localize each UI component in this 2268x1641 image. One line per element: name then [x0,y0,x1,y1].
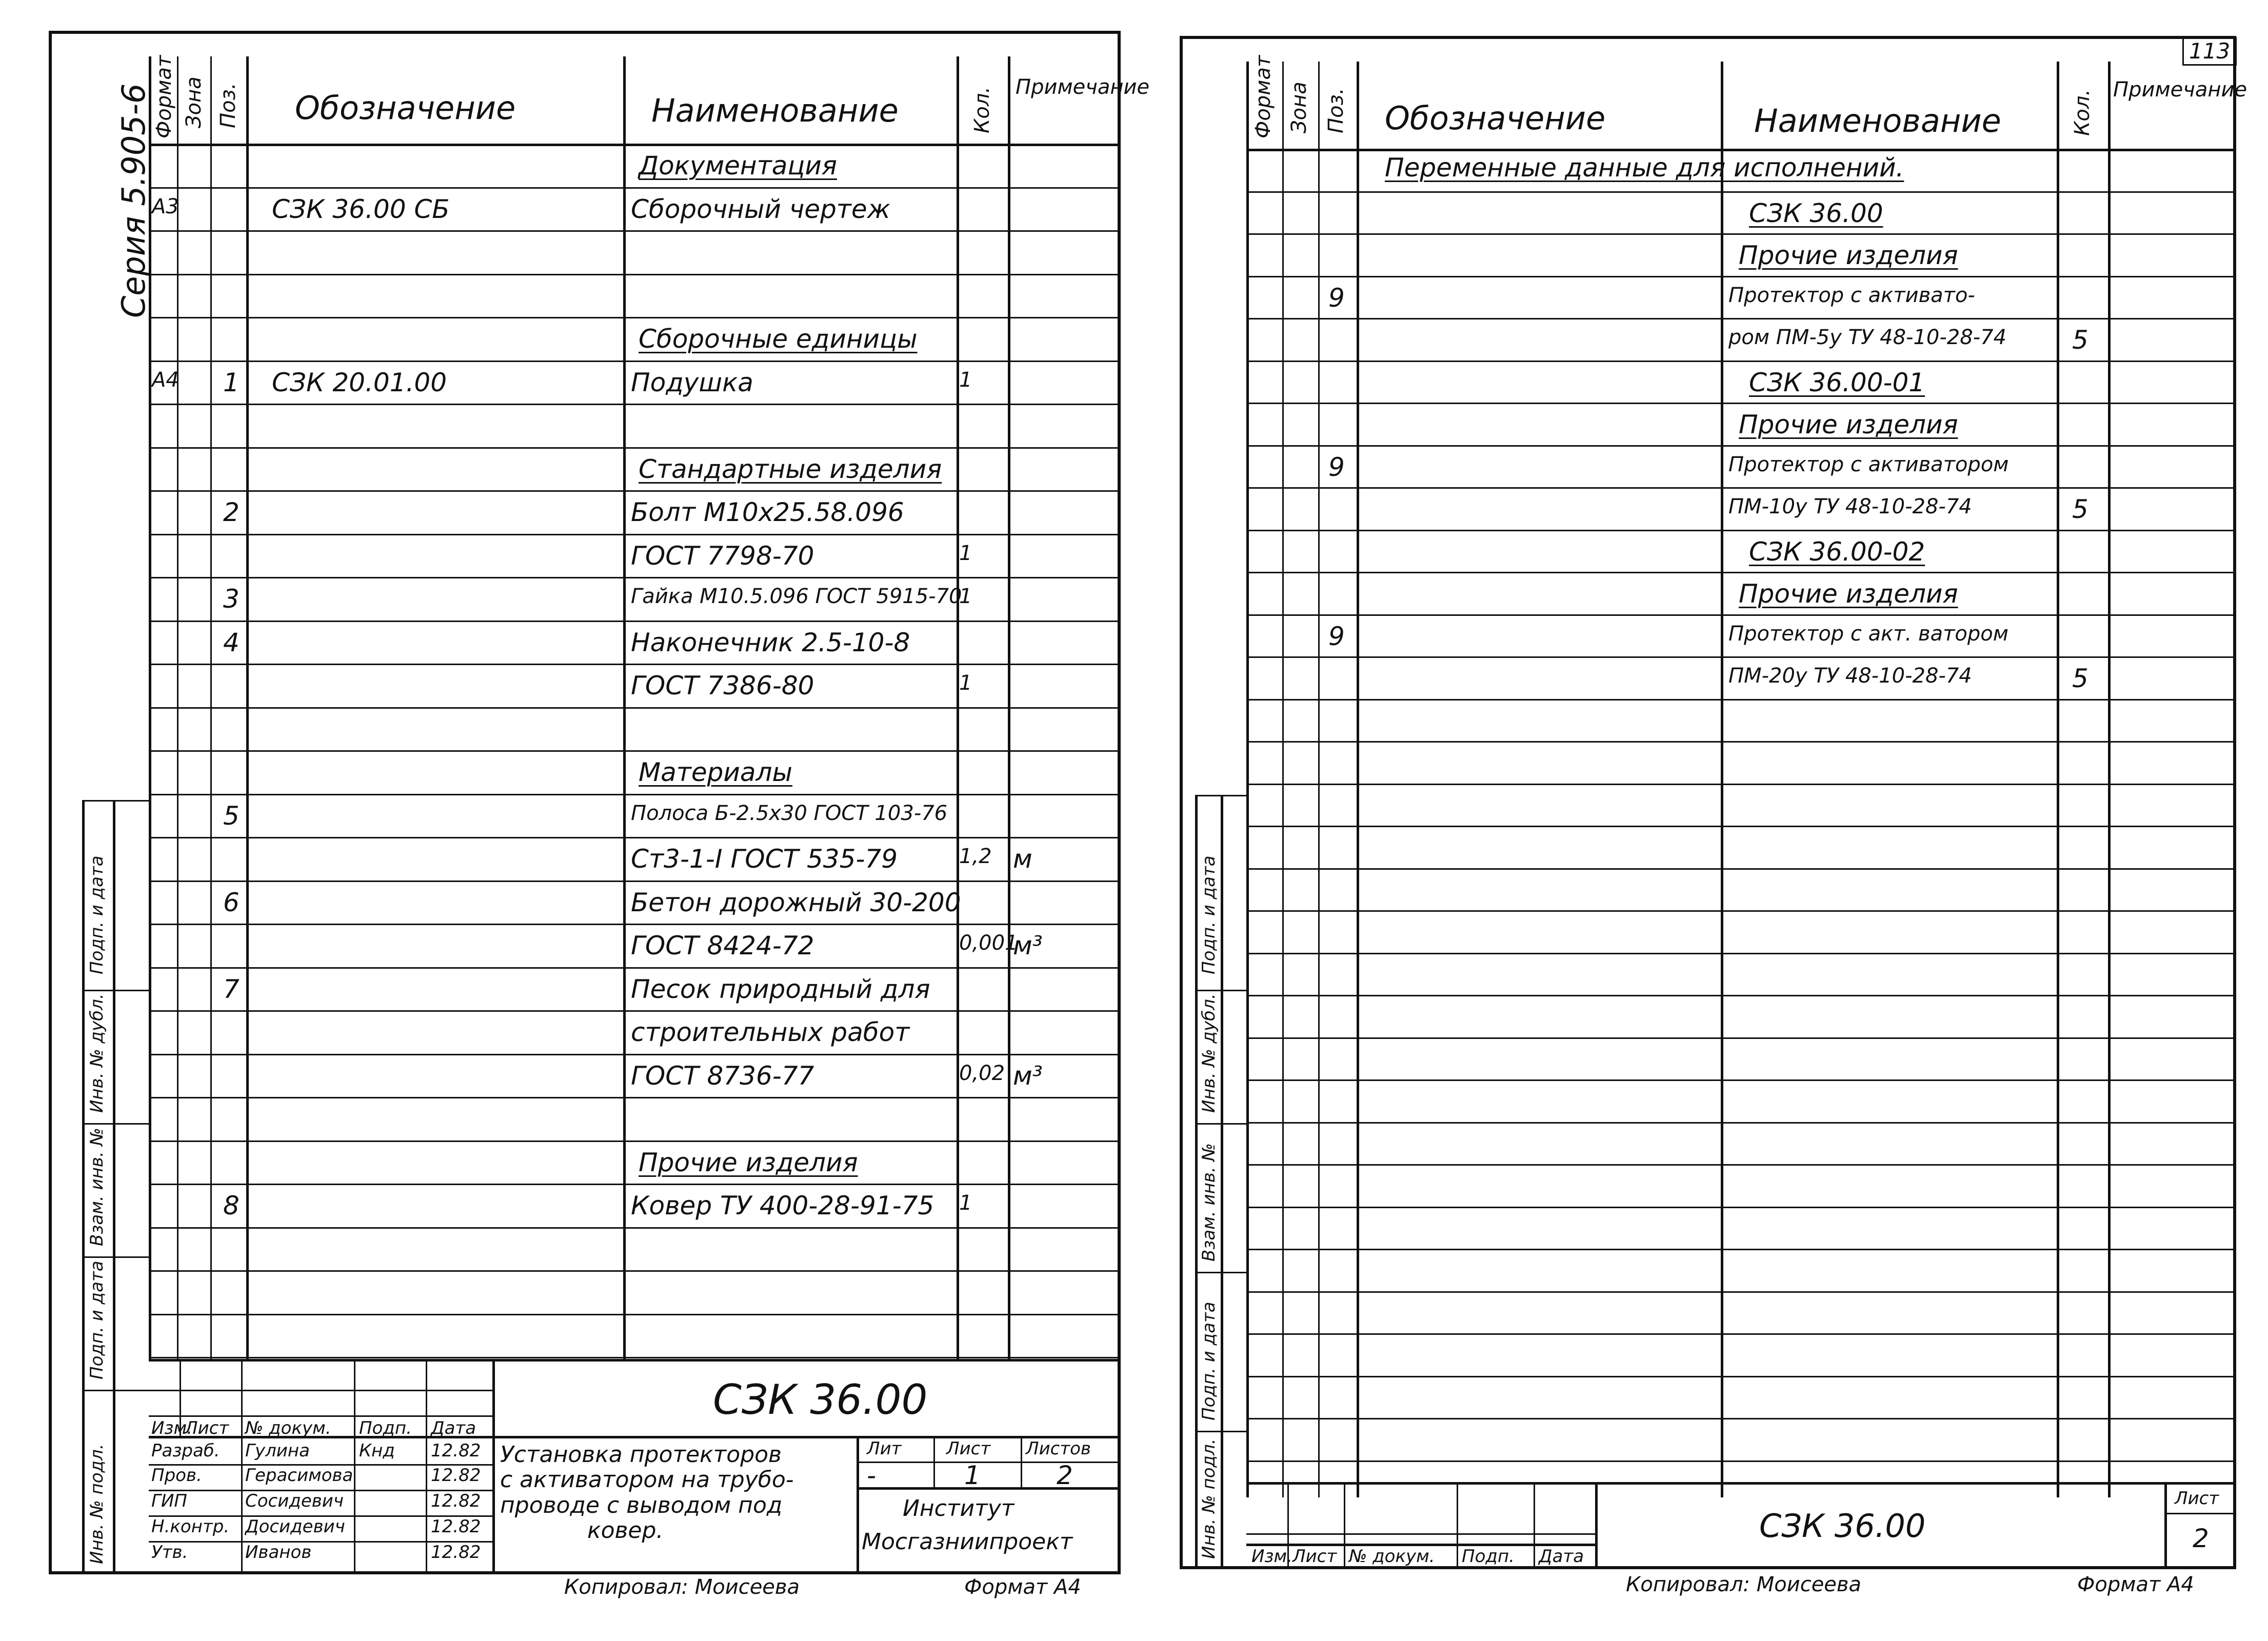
person-name: Герасимова [245,1465,353,1486]
side-label: Подп. и дата [1199,1302,1219,1420]
variant-section: Прочие изделия [1739,579,1958,609]
row-line [149,1357,1121,1358]
row-line [1246,233,2236,235]
side-strip [113,800,115,1574]
row-line [1246,1122,2236,1124]
side-label: Подп. и дата [1199,855,1219,974]
tb-h-doc: № докум. [245,1418,331,1438]
header-format: Формат [1251,55,1275,138]
row-name: Наконечник 2.5-10-8 [631,628,910,657]
side-label: Взам. инв. № [87,1128,107,1246]
row-name: Песок природный для [631,974,930,1004]
row-line [1246,1037,2236,1039]
side-strip [1221,795,1223,1569]
variant-line1: Протектор с активатором [1728,453,2009,476]
variant-section: Прочие изделия [1739,241,1958,270]
variant-pos: 9 [1328,452,1345,482]
side-strip [82,800,85,1574]
variant-code: СЗК 36.00-02 [1749,537,1925,567]
variable-title: Переменные данные для исполнений. [1385,153,1904,183]
tb-sheet: 1 [964,1460,981,1490]
row-line [149,274,1121,275]
row-pos: 1 [223,368,240,397]
row-line [1246,445,2236,447]
tb-code: СЗК 36.00 [713,1376,928,1424]
tb-top [1246,1482,2236,1485]
tb-line [149,1415,492,1417]
row-qty: 1 [959,1191,972,1215]
row-line [149,837,1121,838]
row-line [1246,318,2236,319]
person-date: 12.82 [431,1516,481,1537]
tb-h-sign: Подп. [1462,1546,1515,1567]
person-name: Сосидевич [245,1491,344,1511]
header-pos: Поз. [216,83,240,128]
row-name: Сборочный чертеж [631,194,890,224]
tb-line [857,1436,859,1574]
row-line [149,490,1121,492]
tb-line [354,1359,355,1574]
row-name: ГОСТ 7798-70 [631,541,814,571]
footer-format: Формат А4 [2077,1573,2194,1596]
right-sheet [1180,36,2247,1569]
tb-line [857,1487,1121,1490]
tb-line [857,1462,1121,1463]
tb-line [1344,1482,1345,1569]
header-note: Примечание [2113,78,2247,102]
person-name: Досидевич [245,1516,345,1537]
row-pos: 8 [223,1191,240,1220]
row-name: Ст3-1-I ГОСТ 535-79 [631,844,898,874]
variant-qty: 5 [2072,494,2088,524]
side-line [1195,1431,1246,1432]
row-line [149,230,1121,232]
row-line [149,664,1121,665]
tb-lit-label: Лит [867,1438,902,1459]
row-line [149,1184,1121,1185]
section-heading: Стандартные изделия [639,454,942,484]
person-role: Утв. [151,1542,188,1563]
footer-copy: Копировал: Моисеева [1626,1573,1862,1596]
row-qty: 1 [959,542,972,565]
row-line [149,707,1121,709]
header-note: Примечание [1016,75,1150,99]
variant-section: Прочие изделия [1739,410,1958,439]
row-line [149,534,1121,535]
side-label: Инв. № дубл. [87,993,107,1113]
tb-code: СЗК 36.00 [1759,1507,1926,1545]
header-pos: Поз. [1324,88,1348,133]
row-line [1246,361,2236,362]
person-name: Иванов [245,1542,312,1563]
tb-lit: - [867,1460,877,1490]
row-line [1246,1207,2236,1208]
row-line [149,967,1121,969]
row-pos: 7 [223,974,240,1004]
row-qty: 1 [959,585,972,608]
row-line [1246,1164,2236,1166]
footer-format: Формат А4 [964,1575,1081,1599]
side-label: Подп. и дата [87,1260,107,1379]
row-line [149,404,1121,405]
row-qty: 1,2 [959,845,992,868]
row-line [1246,995,2236,996]
row-format: А3 [152,195,179,218]
tb-top [149,1359,1121,1362]
row-line [1246,699,2236,701]
section-heading: Сборочные единицы [639,324,918,354]
row-line [149,1054,1121,1055]
variant-code: СЗК 36.00 [1749,198,1883,228]
tb-h-sign: Подп. [359,1418,412,1438]
person-date: 12.82 [431,1440,481,1461]
row-name: Полоса Б-2.5х30 ГОСТ 103-76 [631,802,948,825]
row-line [1246,868,2236,870]
person-name: Гулина [245,1440,310,1461]
row-line [149,621,1121,622]
variant-qty: 5 [2072,664,2088,693]
tb-org-2: Мосгазниипроект [862,1529,1073,1555]
variant-line2: ром ПМ-5у ТУ 48-10-28-74 [1728,326,2007,349]
person-date: 12.82 [431,1542,481,1563]
row-line [1246,1418,2236,1419]
tb-org-1: Институт [903,1495,1014,1522]
row-line [1246,656,2236,658]
side-line [1195,1272,1246,1273]
row-line [1246,530,2236,531]
row-designation: СЗК 20.01.00 [272,368,447,397]
tb-h-date: Дата [431,1418,476,1438]
row-line [1246,191,2236,193]
side-strip [1195,795,1198,1569]
tb-sheet: 2 [2193,1524,2209,1553]
row-qty: 1 [959,671,972,695]
row-line [149,1010,1121,1012]
tb-line [1246,1533,1595,1535]
side-line [82,1256,149,1258]
variant-qty: 5 [2072,325,2088,355]
row-line [1246,572,2236,573]
header-qty: Кол. [970,86,994,133]
tb-sheets: 2 [1057,1460,1073,1490]
person-role: ГИП [151,1491,187,1511]
row-name: строительных работ [631,1017,910,1047]
row-pos: 3 [223,584,240,614]
variant-line1: Протектор с активато- [1728,284,1975,307]
row-line [149,1314,1121,1315]
header-line [1246,149,2236,151]
left-sheet [49,31,1150,1574]
row-line [149,577,1121,578]
row-name: ГОСТ 7386-80 [631,671,814,701]
row-qty: 0,001 [959,931,1018,955]
side-line [1195,990,1246,991]
variant-pos: 9 [1328,283,1345,313]
tb-h-date: Дата [1539,1546,1584,1567]
person-sign: Кнд [359,1440,395,1461]
tb-line [492,1359,495,1574]
row-line [149,447,1121,449]
row-line [149,924,1121,925]
row-pos: 5 [223,801,240,831]
tb-h-doc: № докум. [1349,1546,1435,1567]
row-pos: 6 [223,888,240,917]
section-heading: Документация [639,151,837,181]
tb-h-izm: Изм. [151,1418,192,1438]
row-name: Подушка [631,368,753,397]
row-line [149,880,1121,882]
tb-h-list: Лист [185,1418,229,1438]
row-line [1246,826,2236,827]
side-label: Подп. и дата [87,855,107,974]
row-qty: 1 [959,368,972,392]
series-label: Серия 5.905-6 [115,83,152,318]
header-zone: Зона [182,76,206,128]
person-date: 12.82 [431,1491,481,1511]
row-pos: 2 [223,497,240,527]
row-line [1246,784,2236,785]
tb-line [1595,1482,1598,1569]
tb-line [2164,1482,2167,1569]
row-name: ГОСТ 8736-77 [631,1061,814,1091]
side-label: Инв. № подл. [87,1444,107,1564]
section-heading: Материалы [639,757,792,787]
row-line [149,361,1121,362]
tb-h-list: Лист [1292,1546,1337,1567]
row-line [1246,487,2236,489]
row-line [149,187,1121,189]
header-line [149,144,1121,146]
person-role: Пров. [151,1465,202,1486]
row-line [1246,403,2236,404]
row-designation: СЗК 36.00 СБ [272,194,450,224]
header-format: Формат [152,55,176,138]
row-line [1246,741,2236,743]
row-line [1246,910,2236,912]
tb-sheet-label: Лист [946,1438,991,1459]
header-designation: Обозначение [1385,99,1606,137]
tb-line [1534,1482,1535,1569]
side-label: Инв. № дубл. [1199,993,1219,1113]
row-line [149,1227,1121,1229]
side-line [82,1390,149,1391]
row-line [149,1140,1121,1142]
section-heading: Прочие изделия [639,1148,858,1177]
side-line [82,800,149,802]
row-note: м³ [1013,931,1043,960]
tb-sheet-label: Лист [2175,1488,2219,1509]
side-label: Инв. № подл. [1199,1438,1219,1559]
row-line [149,1270,1121,1272]
header-name: Наименование [1754,102,2001,139]
tb-line [149,1390,492,1391]
person-role: Разраб. [151,1440,220,1461]
side-label: Взам. инв. № [1199,1143,1219,1262]
row-qty: 0,02 [959,1062,1005,1085]
row-line [1246,953,2236,954]
tb-line [2164,1513,2236,1514]
tb-line [1457,1482,1458,1569]
row-line [1246,614,2236,616]
variant-code: СЗК 36.00-01 [1749,368,1925,397]
footer-copy: Копировал: Моисеева [564,1575,800,1599]
row-line [1246,276,2236,277]
header-zone: Зона [1287,82,1311,133]
row-name: Бетон дорожный 30-200 [631,888,961,917]
tb-title: Установка протекторов с активатором на трубо- проводе с выводом под ковер. [500,1442,794,1544]
person-date: 12.82 [431,1465,481,1486]
tb-h-izm: Изм. [1251,1546,1292,1567]
row-line [1246,1333,2236,1335]
tb-sheets-label: Листов [1026,1438,1091,1459]
row-line [1246,1249,2236,1250]
page-mark: 113 [2182,37,2237,66]
row-line [149,317,1121,318]
row-name: ГОСТ 8424-72 [631,931,814,960]
row-name: Ковер ТУ 400-28-91-75 [631,1191,934,1220]
variant-line1: Протектор с акт. ватором [1728,622,2008,646]
side-line [82,990,149,991]
side-line [1195,795,1246,796]
header-qty: Кол. [2071,89,2094,136]
variant-line2: ПМ-10у ТУ 48-10-28-74 [1728,495,1972,518]
row-name: Гайка М10.5.096 ГОСТ 5915-70 [631,585,962,608]
tb-line [241,1359,243,1574]
header-name: Наименование [651,92,899,129]
row-note: м³ [1013,1061,1043,1091]
variant-pos: 9 [1328,622,1345,651]
row-line [1246,1079,2236,1081]
person-role: Н.контр. [151,1516,230,1537]
row-name: Болт М10х25.58.096 [631,497,904,527]
tb-line [426,1359,427,1574]
side-line [82,1123,149,1125]
row-line [149,794,1121,795]
row-format: А4 [152,368,179,392]
row-note: м [1013,844,1032,874]
variant-line2: ПМ-20у ТУ 48-10-28-74 [1728,664,1972,688]
row-pos: 4 [223,628,240,657]
row-line [149,750,1121,752]
side-line [1195,1123,1246,1125]
row-line [149,1097,1121,1098]
row-line [1246,1376,2236,1377]
row-line [1246,1460,2236,1462]
header-designation: Обозначение [295,89,516,127]
row-line [1246,1291,2236,1293]
